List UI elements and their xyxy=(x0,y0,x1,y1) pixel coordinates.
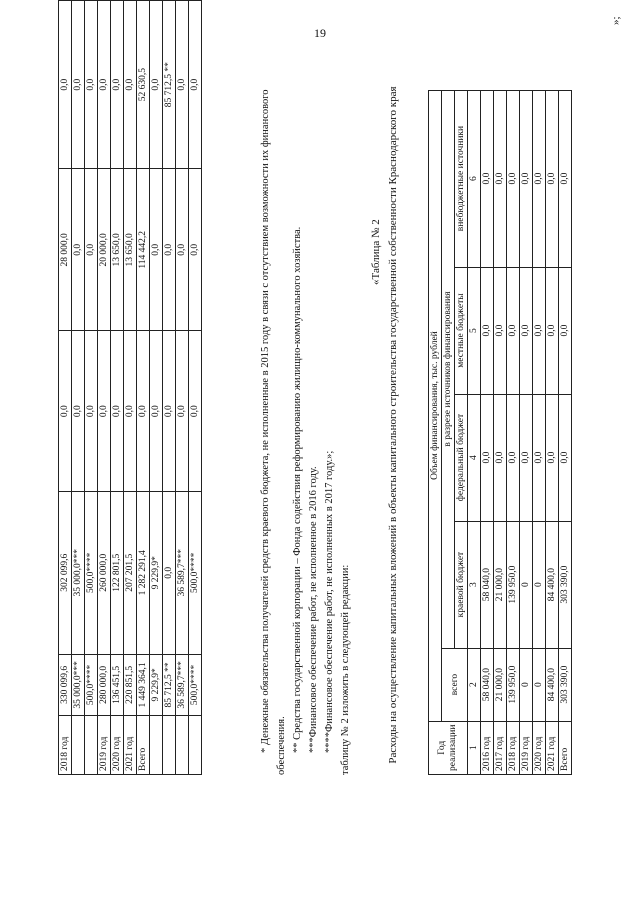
value-cell: 0 xyxy=(533,521,546,648)
value-cell: 220 851,5 xyxy=(124,654,137,716)
year-cell xyxy=(150,716,163,775)
table-row xyxy=(72,1,85,775)
value-cell: 0,0 xyxy=(481,90,494,267)
col-num: 1 xyxy=(468,721,481,774)
footnote-4: ****Финансовое обеспечение работ, не исполненных в 2017 году.»; xyxy=(324,450,335,753)
value-cell: 0,0 xyxy=(559,267,572,394)
value-cell: 0,0 xyxy=(481,394,494,521)
table-row xyxy=(533,90,546,774)
year-cell xyxy=(72,716,85,775)
table-row xyxy=(546,90,559,774)
year-cell: Всего xyxy=(559,721,572,774)
value-cell: 0,0 xyxy=(520,394,533,521)
value-cell: 260 000,0 xyxy=(98,491,111,654)
value-cell: 0,0 xyxy=(546,394,559,521)
table-row xyxy=(85,1,98,775)
year-cell: 2021 год xyxy=(546,721,559,774)
value-cell: 84 400,0 xyxy=(546,521,559,648)
table-row xyxy=(59,1,72,775)
value-cell: 0,0 xyxy=(85,169,98,331)
value-cell: 0 xyxy=(520,648,533,721)
header-extrabudget: внебюджетные источники xyxy=(455,90,468,267)
value-cell: 21 000,0 xyxy=(494,648,507,721)
value-cell: 0,0 xyxy=(481,267,494,394)
value-cell: 0,0 xyxy=(150,169,163,331)
value-cell: 0,0 xyxy=(189,1,202,169)
table-row xyxy=(189,1,202,775)
value-cell: 0,0 xyxy=(546,267,559,394)
footnote-1: * Денежные обязательства получателей средств краевого бюджета, не исполненные в 2015 году в связи с отсутствием возможности их финансового обеспечения. xyxy=(260,89,287,775)
header-year: Год реализации xyxy=(429,721,468,774)
value-cell: 0,0 xyxy=(520,90,533,267)
year-cell: 2019 год xyxy=(98,716,111,775)
value-cell: 0,0 xyxy=(72,331,85,492)
value-cell: 0,0 xyxy=(111,1,124,169)
value-cell: 36 589,7*** xyxy=(176,491,189,654)
col-num: 5 xyxy=(468,267,481,394)
value-cell: 0,0 xyxy=(559,394,572,521)
year-cell: 2019 год xyxy=(520,721,533,774)
year-cell: 2018 год xyxy=(59,716,72,775)
table2-number: «Таблица № 2 xyxy=(370,219,382,285)
header-by-source: в разрезе источников финансирования xyxy=(442,90,455,648)
year-cell: 2021 год xyxy=(124,716,137,775)
table-row xyxy=(98,1,111,775)
footnote-3: ***Финансовое обеспечение работ, не исполненное в 2016 году. xyxy=(308,466,319,753)
col-num: 6 xyxy=(468,90,481,267)
value-cell: 0,0 xyxy=(494,90,507,267)
year-cell: 2020 год xyxy=(533,721,546,774)
year-cell: 2018 год xyxy=(507,721,520,774)
value-cell: 0,0 xyxy=(137,331,150,492)
value-cell: 0,0 xyxy=(176,169,189,331)
value-cell: 0,0 xyxy=(59,1,72,169)
value-cell: 0,0 xyxy=(520,267,533,394)
value-cell: 303 390,0 xyxy=(559,648,572,721)
value-cell: 0,0 xyxy=(72,169,85,331)
col-num: 2 xyxy=(468,648,481,721)
value-cell: 35 000,0*** xyxy=(72,654,85,716)
value-cell: 20 000,0 xyxy=(98,169,111,331)
table-row xyxy=(150,1,163,775)
value-cell: 303 390,0 xyxy=(559,521,572,648)
value-cell: 0,0 xyxy=(163,331,176,492)
year-cell xyxy=(85,716,98,775)
table-row xyxy=(481,90,494,774)
value-cell: 302 099,6 xyxy=(59,491,72,654)
value-cell: 0,0 xyxy=(59,331,72,492)
value-cell: 139 950,0 xyxy=(507,521,520,648)
value-cell: 330 099,6 xyxy=(59,654,72,716)
table-row xyxy=(494,90,507,774)
value-cell: 500,0**** xyxy=(85,654,98,716)
value-cell: 13 650,0 xyxy=(124,169,137,331)
value-cell: 122 801,5 xyxy=(111,491,124,654)
value-cell: 500,0**** xyxy=(85,491,98,654)
header-federal: федеральный бюджет xyxy=(455,394,468,521)
value-cell: 500,0**** xyxy=(189,491,202,654)
capital-investment-table xyxy=(428,90,572,775)
value-cell: 9 229,9* xyxy=(150,654,163,716)
year-cell: 2017 год xyxy=(494,721,507,774)
value-cell: 28 000,0 xyxy=(59,169,72,331)
value-cell: 0,0 xyxy=(150,331,163,492)
value-cell: 36 589,7*** xyxy=(176,654,189,716)
header-volume: Объем финансирования, тыс. рублей xyxy=(429,90,442,721)
value-cell: 9 229,9* xyxy=(150,491,163,654)
value-cell: 35 000,0*** xyxy=(72,491,85,654)
value-cell: 0,0 xyxy=(533,90,546,267)
value-cell: 0,0 xyxy=(189,169,202,331)
value-cell: 0,0 xyxy=(176,331,189,492)
value-cell: 139 950,0 xyxy=(507,648,520,721)
year-cell: Всего xyxy=(137,716,150,775)
closing-quote: »; xyxy=(610,16,622,25)
header-total: всего xyxy=(442,648,468,721)
table2-body xyxy=(481,90,572,774)
table-row xyxy=(124,1,137,775)
year-cell xyxy=(176,716,189,775)
footnote-2: ** Средства государственной корпорации – Фонда содействия реформированию жилищно-коммунального хозяйства. xyxy=(292,226,303,753)
value-cell: 84 400,0 xyxy=(546,648,559,721)
header-local: местные бюджеты xyxy=(455,267,468,394)
table1-body xyxy=(59,1,202,775)
value-cell: 52 630,5 xyxy=(137,1,150,169)
value-cell: 0 xyxy=(520,521,533,648)
footnotes xyxy=(258,75,354,775)
year-cell: 2016 год xyxy=(481,721,494,774)
value-cell: 0,0 xyxy=(98,1,111,169)
table-row xyxy=(137,1,150,775)
table-row xyxy=(520,90,533,774)
value-cell: 1 282 291,4 xyxy=(137,491,150,654)
value-cell: 0,0 xyxy=(111,331,124,492)
value-cell: 0,0 xyxy=(98,331,111,492)
value-cell: 0,0 xyxy=(507,90,520,267)
value-cell: 1 449 364,1 xyxy=(137,654,150,716)
value-cell: 0,0 xyxy=(559,90,572,267)
table-row xyxy=(176,1,189,775)
header-regional: краевой бюджет xyxy=(455,521,468,648)
value-cell: 0,0 xyxy=(72,1,85,169)
value-cell: 0,0 xyxy=(150,1,163,169)
value-cell: 13 650,0 xyxy=(111,169,124,331)
value-cell: 0,0 xyxy=(494,267,507,394)
col-num: 3 xyxy=(468,521,481,648)
year-cell: 2020 год xyxy=(111,716,124,775)
value-cell: 0,0 xyxy=(85,331,98,492)
value-cell: 0,0 xyxy=(507,394,520,521)
table-row xyxy=(163,1,176,775)
value-cell: 21 000,0 xyxy=(494,521,507,648)
value-cell: 114 442,2 xyxy=(137,169,150,331)
col-num: 4 xyxy=(468,394,481,521)
table-row xyxy=(111,1,124,775)
value-cell: 0,0 xyxy=(189,331,202,492)
value-cell: 0,0 xyxy=(163,491,176,654)
value-cell: 85 712,5 ** xyxy=(163,1,176,169)
value-cell: 0,0 xyxy=(176,1,189,169)
value-cell: 500,0**** xyxy=(189,654,202,716)
table2-title: Расходы на осуществление капитальных вложений в объекты капитального строительства государственной собственности Краснодарского края xyxy=(387,86,399,764)
value-cell: 85 712,5 ** xyxy=(163,654,176,716)
value-cell: 0,0 xyxy=(533,267,546,394)
year-cell xyxy=(163,716,176,775)
value-cell: 0,0 xyxy=(124,331,137,492)
table-row xyxy=(507,90,520,774)
year-cell xyxy=(189,716,202,775)
value-cell: 0 xyxy=(533,648,546,721)
value-cell: 280 000,0 xyxy=(98,654,111,716)
value-cell: 0,0 xyxy=(546,90,559,267)
page-number: 19 xyxy=(314,26,326,40)
value-cell: 207 201,5 xyxy=(124,491,137,654)
instruction-text: таблицу № 2 изложить в следующей редакции: xyxy=(340,564,351,775)
value-cell: 58 040,0 xyxy=(481,648,494,721)
value-cell: 0,0 xyxy=(533,394,546,521)
value-cell: 0,0 xyxy=(507,267,520,394)
value-cell: 136 451,5 xyxy=(111,654,124,716)
value-cell: 58 040,0 xyxy=(481,521,494,648)
value-cell: 0,0 xyxy=(85,1,98,169)
value-cell: 0,0 xyxy=(494,394,507,521)
value-cell: 0,0 xyxy=(163,169,176,331)
value-cell: 0,0 xyxy=(124,1,137,169)
table-row xyxy=(559,90,572,774)
financing-table-continued xyxy=(58,0,202,775)
